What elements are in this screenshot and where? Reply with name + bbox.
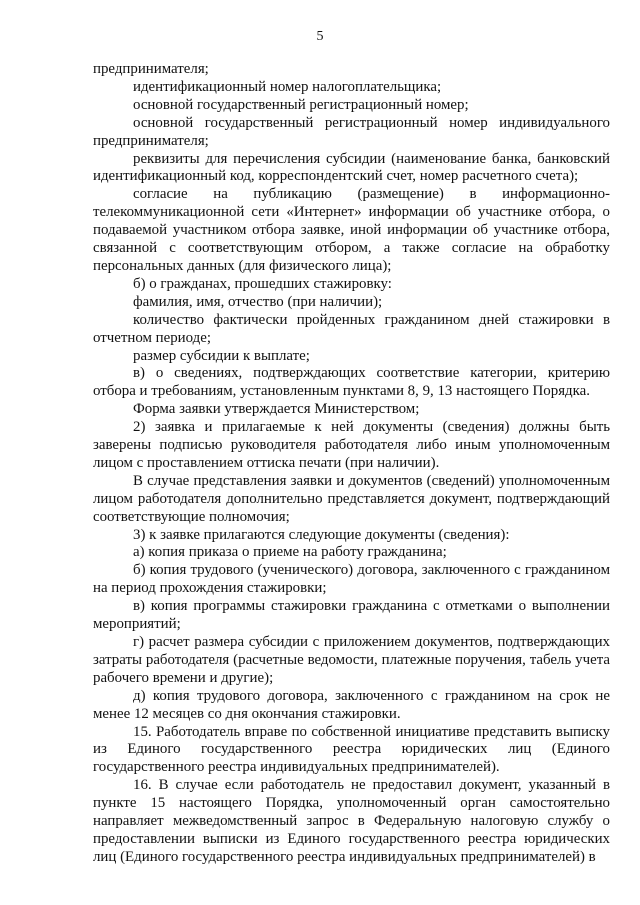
paragraph: 3) к заявке прилагаются следующие документы (сведения): [133, 526, 510, 543]
paragraph: 2) заявка и прилагаемые к ней документы (сведения) должны быть заверены подписью руководителя работодателя либо иным уполномоченным лицом с проставлением оттиска печати (при наличии). [93, 419, 610, 471]
paragraph: а) копия приказа о приеме на работу гражданина; [133, 544, 447, 561]
paragraph: Форма заявки утверждается Министерством; [133, 401, 420, 418]
paragraph: идентификационный номер налогоплательщика; [133, 78, 442, 95]
paragraph: фамилия, имя, отчество (при наличии); [133, 293, 383, 310]
document-body [93, 61, 610, 867]
paragraph: д) копия трудового договора, заключенного с гражданином на срок не менее 12 месяцев со дня окончания стажировки. [93, 687, 610, 722]
paragraph: в) о сведениях, подтверждающих соответствие категории, критерию отбора и требованиям, установленным пунктами 8, 9, 13 настоящего Порядка. [93, 365, 610, 400]
paragraph: основной государственный регистрационный номер; [133, 96, 469, 113]
paragraph: основной государственный регистрационный номер индивидуального предпринимателя; [93, 114, 610, 149]
paragraph: размер субсидии к выплате; [133, 347, 310, 364]
paragraph: предпринимателя; [93, 61, 209, 77]
paragraph: г) расчет размера субсидии с приложением документов, подтверждающих затраты работодателя (расчетные ведомости, платежные поручения, табель учета рабочего времени и другие); [93, 634, 610, 686]
paragraph: в) копия программы стажировки гражданина с отметками о выполнении мероприятий; [93, 598, 610, 633]
paragraph: реквизиты для перечисления субсидии (наименование банка, банковский идентификационный код, корреспондентский счет, номер расчетного счета); [93, 150, 610, 185]
paragraph: В случае представления заявки и документов (сведений) уполномоченным лицом работодателя дополнительно представляется документ, подтверждающий соответствующие полномочия; [93, 472, 610, 525]
paragraph: б) копия трудового (ученического) договора, заключенного с гражданином на период прохождения стажировки; [93, 562, 610, 597]
page-number: 5 [316, 29, 324, 44]
paragraph: 15. Работодатель вправе по собственной инициативе представить выписку из Единого государственного реестра юридических лиц (Единого государственного реестра индивидуальных предпринимателей). [93, 723, 610, 776]
paragraph: 16. В случае если работодатель не предоставил документ, указанный в пункте 15 настоящего Порядка, уполномоченный орган самостоятельно направляет межведомственный запрос в Федеральную налоговую службу о предоставлении выписки из Единого государственного реестра юридических лиц (Единого государственного реестра индивидуальных предпринимателей) в [93, 777, 610, 865]
paragraph: б) о гражданах, прошедших стажировку: [133, 275, 392, 292]
paragraph: количество фактически пройденных гражданином дней стажировки в отчетном периоде; [93, 311, 610, 346]
paragraph: согласие на публикацию (размещение) в информационно-телекоммуникационной сети «Интернет» информации об участнике отбора, о подаваемой участником отбора заявке, иной информации об участнике отбора, связанной с соответствующим отбором, а также согласие на обработку персональных данных (для физического лица); [93, 186, 610, 274]
